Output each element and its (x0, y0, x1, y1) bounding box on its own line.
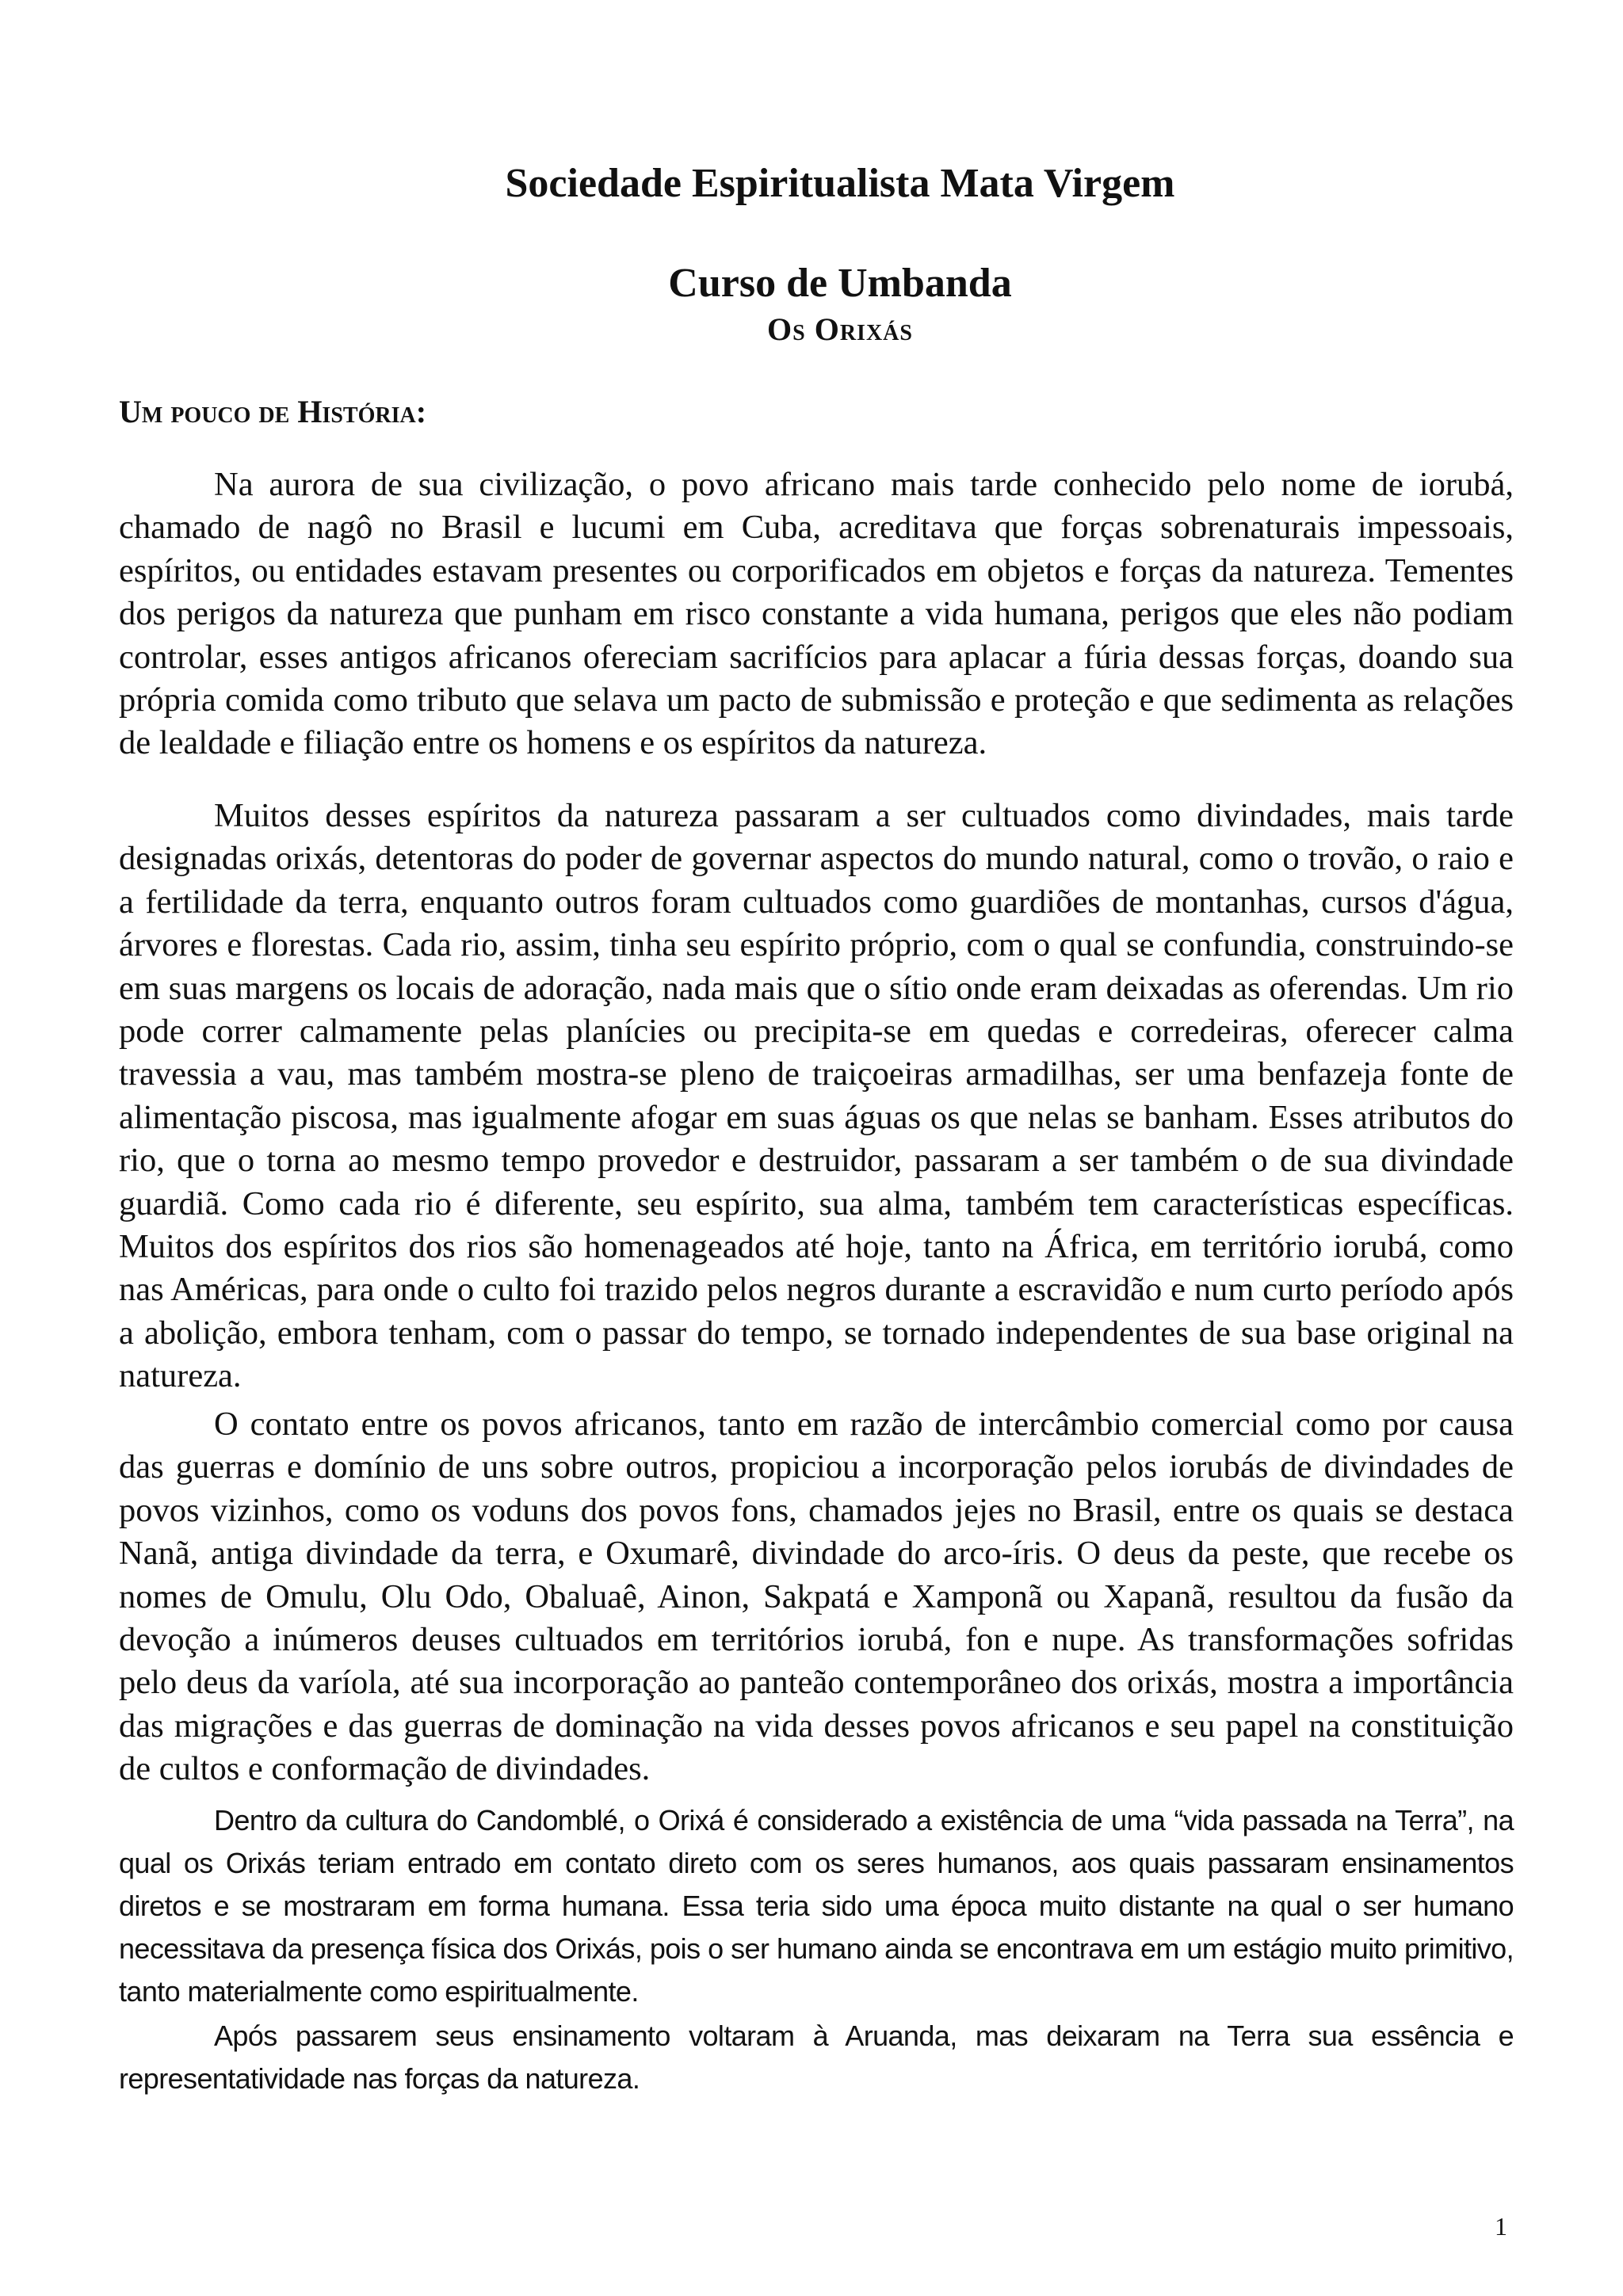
paragraph-4: Dentro da cultura do Candomblé, o Orixá é considerado a existência de uma “vida passada na Terra”, na qual os Orixás teriam entrado em contato direto com os seres humanos, aos quais passaram ensinamentos diretos e se mostraram em forma humana. Essa teria sido uma época muito distante na qual o ser humano necessitava da presença física dos Orixás, pois o ser humano ainda se encontrava em um estágio muito primitivo, tanto materialmente como espiritualmente. (119, 1804, 1514, 2008)
organization-title: Sociedade Espiritualista Mata Virgem (505, 161, 1175, 206)
paragraph-5: Após passarem seus ensinamento voltaram à Aruanda, mas deixaram na Terra sua essência e representatividade nas forças da natureza. (119, 2019, 1514, 2095)
course-title: Curso de Umbanda (668, 261, 1012, 306)
paragraph-2: Muitos desses espíritos da natureza passaram a ser cultuados como divindades, mais tarde designadas orixás, detentoras do poder de governar aspectos do mundo natural, como o trovão, o raio e a fertilidade da terra, enquanto outros foram cultuados como guardiões de montanhas, cursos d'água, árvores e florestas. Cada rio, assim, tinha seu espírito próprio, com o qual se confundia, construindo-se em suas margens os locais de adoração, nada mais que o sítio onde eram deixadas as oferendas. Um rio pode correr calmamente pelas planícies ou precipita-se em quedas e corredeiras, oferecer calma travessia a vau, mas também mostra-se pleno de traiçoeiras armadilhas, ser uma benfazeja fonte de alimentação piscosa, mas igualmente afogar em suas águas os que nelas se banham. Esses atributos do rio, que o torna ao mesmo tempo provedor e destruidor, passaram a ser também o de sua divindade guardiã. Como cada rio é diferente, seu espírito, sua alma, também tem características específicas. Muitos dos espíritos dos rios são homenageados até hoje, tanto na África, em território iorubá, como nas Américas, para onde o culto foi trazido pelos negros durante a escravidão e num curto período após a abolição, embora tenham, com o passar do tempo, se tornado independentes de sua base original na natureza. (119, 797, 1514, 1395)
paragraph-3: O contato entre os povos africanos, tanto em razão de intercâmbio comercial como por causa das guerras e domínio de uns sobre outros, propiciou a incorporação pelos iorubás de divindades de povos vizinhos, como os voduns dos povos fons, chamados jejes no Brasil, entre os quais se destaca Nanã, antiga divindade da terra, e Oxumarê, divindade do arco-íris. O deus da peste, que recebe os nomes de Omulu, Olu Odo, Obaluaê, Ainon, Sakpatá e Xamponã ou Xapanã, resultou da fusão da devoção a inúmeros deuses cultuados em territórios iorubá, fon e nupe. As transformações sofridas pelo deus da varíola, até sua incorporação ao panteão contemporâneo dos orixás, mostra a importância das migrações e das guerras de dominação na vida desses povos africanos e seu papel na constituição de cultos e conformação de divindades. (119, 1405, 1514, 1788)
section-heading: Um pouco de História: (119, 394, 427, 429)
page-number: 1 (1495, 2212, 1507, 2241)
subtitle: Os Orixás (767, 311, 913, 347)
paragraph-1: Na aurora de sua civilização, o povo africano mais tarde conhecido pelo nome de iorubá, chamado de nagô no Brasil e lucumi em Cuba, acreditava que forças sobrenaturais impessoais, espíritos, ou entidades estavam presentes ou corporificados em objetos e forças da natureza. Tementes dos perigos da natureza que punham em risco constante a vida humana, perigos que eles não podiam controlar, esses antigos africanos ofereciam sacrifícios para aplacar a fúria dessas forças, doando sua própria comida como tributo que selava um pacto de submissão e proteção e que sedimenta as relações de lealdade e filiação entre os homens e os espíritos da natureza. (119, 466, 1514, 762)
